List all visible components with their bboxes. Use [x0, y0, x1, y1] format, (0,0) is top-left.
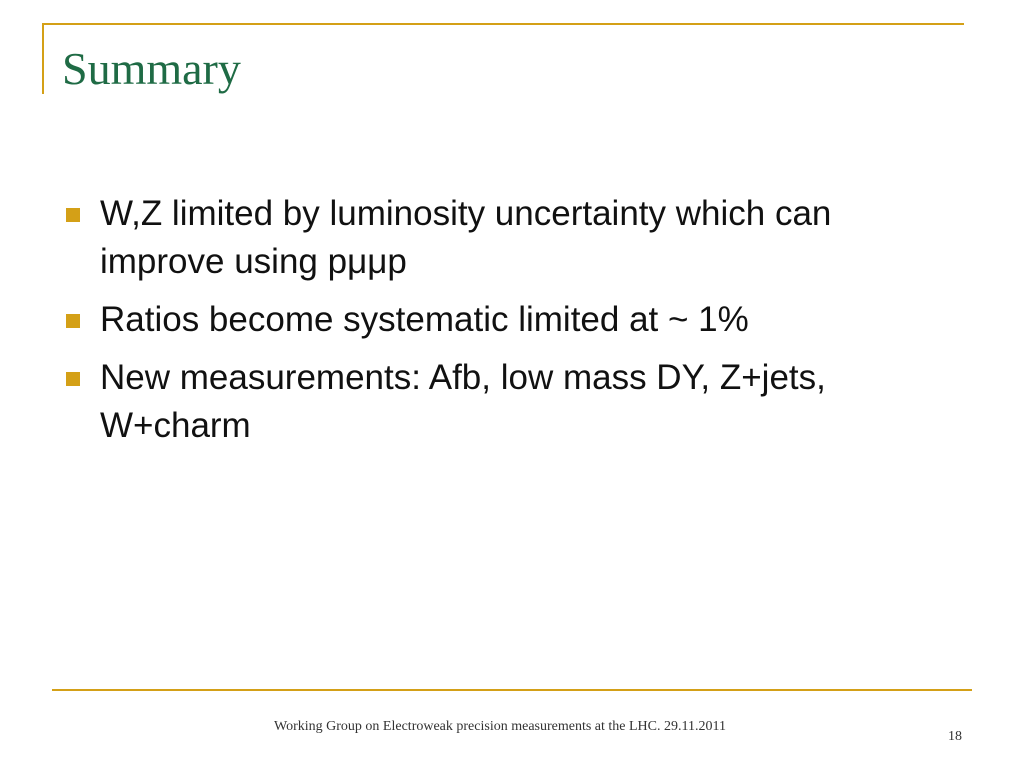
bullet-list — [64, 190, 944, 460]
square-bullet-icon — [66, 314, 80, 328]
slide-footer: Working Group on Electroweak precision measurements at the LHC. 29.11.2011 — [274, 719, 726, 734]
bullet-text: W,Z limited by luminosity uncertainty which can improve using pμμp — [100, 194, 832, 281]
slide-title: Summary — [62, 43, 241, 94]
page-number: 18 — [948, 729, 962, 744]
footer-divider — [52, 689, 972, 691]
bullet-item — [64, 354, 944, 450]
bullet-item — [64, 296, 944, 344]
bullet-item — [64, 190, 944, 286]
square-bullet-icon — [66, 208, 80, 222]
left-frame-line — [42, 23, 44, 94]
top-frame-line — [42, 23, 964, 25]
bullet-text: New measurements: Afb, low mass DY, Z+jets, W+charm — [100, 358, 826, 445]
square-bullet-icon — [66, 372, 80, 386]
bullet-text: Ratios become systematic limited at ~ 1% — [100, 300, 749, 339]
